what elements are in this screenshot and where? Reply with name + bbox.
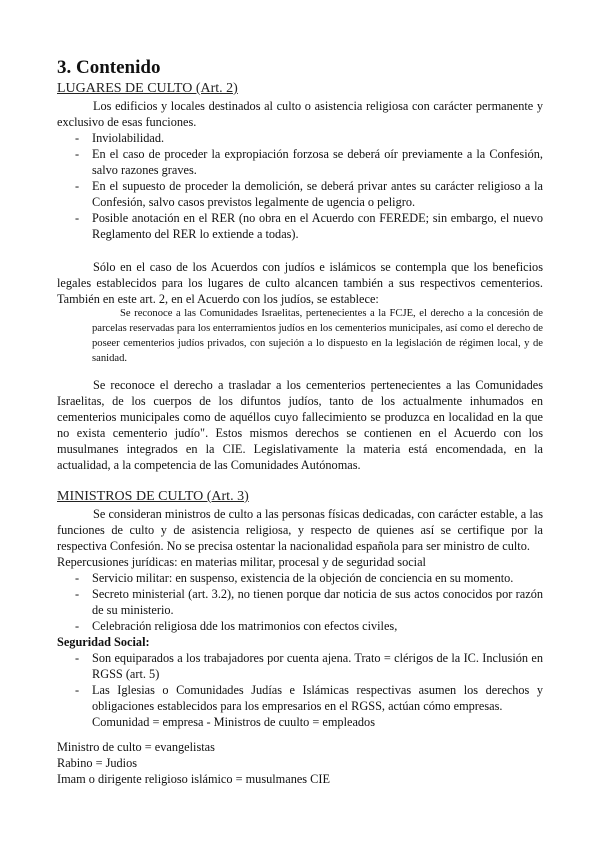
paragraph: Se consideran ministros de culto a las personas físicas dedicadas, con carácter estable, a las funciones de culto y de asistencia religiosa, y respecto de quienes así se certifique por la respectiva Confesión. No se precisa ostentar la nacionalidad española para ser ministro de culto. — [57, 507, 543, 553]
list-item: - Posible anotación en el RER (no obra en el Acuerdo con FEREDE; sin embargo, el nuevo Reglamento del RER lo extiende a todas). — [57, 210, 543, 242]
equivalence-line: Imam o dirigente religioso islámico = musulmanes CIE — [57, 772, 330, 786]
list-item: - Celebración religiosa dde los matrimonios con efectos civiles, — [57, 618, 543, 634]
section-lugares-de-culto — [57, 80, 543, 242]
bullet-list — [57, 570, 543, 634]
document-title-block — [57, 57, 543, 79]
equivalence-line: Ministro de culto = evangelistas — [57, 740, 215, 754]
list-item: - Secreto ministerial (art. 3.2), no tienen porque dar noticia de sus actos conocidos por razón de su ministerio. — [57, 586, 543, 618]
paragraph: Sólo en el caso de los Acuerdos con judíos e islámicos se contempla que los beneficios legales establecidos para los lugares de culto alcancen también a sus respectivos cementerios. También en este art. 2, en el Acuerdo con los judíos, se establece: — [57, 260, 543, 306]
bullet-list — [57, 130, 543, 242]
paragraph-block — [57, 259, 543, 307]
block-quote — [92, 306, 543, 366]
list-item: - Servicio militar: en suspenso, existencia de la objeción de conciencia en su momento. — [57, 570, 543, 586]
section-heading: MINISTROS DE CULTO (Art. 3) — [57, 489, 249, 504]
quote-text: Se reconoce a las Comunidades Israelitas, pertenecientes a la FCJE, el derecho a la concesión de parcelas reservadas para los enterramientos judíos en los cementerios municipales, así como el derecho de poseer cementerios judíos privados, con sujeción a lo dispuesto en la legislación de régimen local, y de sanidad. — [92, 308, 543, 364]
bullet-list — [57, 650, 543, 714]
equivalences — [57, 739, 543, 787]
list-item: - En el caso de proceder la expropiación forzosa se deberá oír previamente a la Confesión, salvo razones graves. — [57, 146, 543, 178]
list-item: - Inviolabilidad. — [57, 130, 543, 146]
section-heading: LUGARES DE CULTO (Art. 2) — [57, 81, 238, 96]
paragraph: Repercusiones jurídicas: en materias militar, procesal y de seguridad social — [57, 555, 426, 569]
equivalence-line: Rabino = Judios — [57, 756, 138, 770]
list-item: - Son equiparados a los trabajadores por cuenta ajena. Trato = clérigos de la IC. Inclusión en RGSS (art. 5) — [57, 650, 543, 682]
paragraph: Los edificios y locales destinados al culto o asistencia religiosa con carácter permanente y exclusivo de esas funciones. — [57, 99, 543, 129]
subheading: Seguridad Social: — [57, 635, 150, 649]
list-item: - Las Iglesias o Comunidades Judías e Islámicas respectivas asumen los derechos y obligaciones establecidos para los empresarios en el RGSS, actúan cómo empresas. — [57, 682, 543, 714]
section-ministros-de-culto — [57, 488, 543, 730]
paragraph-block — [57, 377, 543, 473]
page-title: 3. Contenido — [57, 57, 161, 78]
paragraph: Se reconoce el derecho a trasladar a los cementerios pertenecientes a las Comunidades Israelitas, de los cuerpos de los difuntos judíos, tanto de los actualmente inhumados en cementerios municipales como de aquéllos cuyo fallecimiento se produzca en localidad en la que no exista cementerio judío". Estos mismos derechos se contienen en el Acuerdo con los musulmanes integrados en la CIE. Legislativamente la materia está encomendada, en la actualidad, a la competencia de las Comunidades Autónomas. — [57, 378, 543, 472]
list-item: - En el supuesto de proceder la demolición, se deberá privar antes su carácter religioso a la Confesión, salvo casos previstos legalmente de ugencia o peligro. — [57, 178, 543, 210]
note: Comunidad = empresa - Ministros de cuulto = empleados — [92, 715, 375, 729]
